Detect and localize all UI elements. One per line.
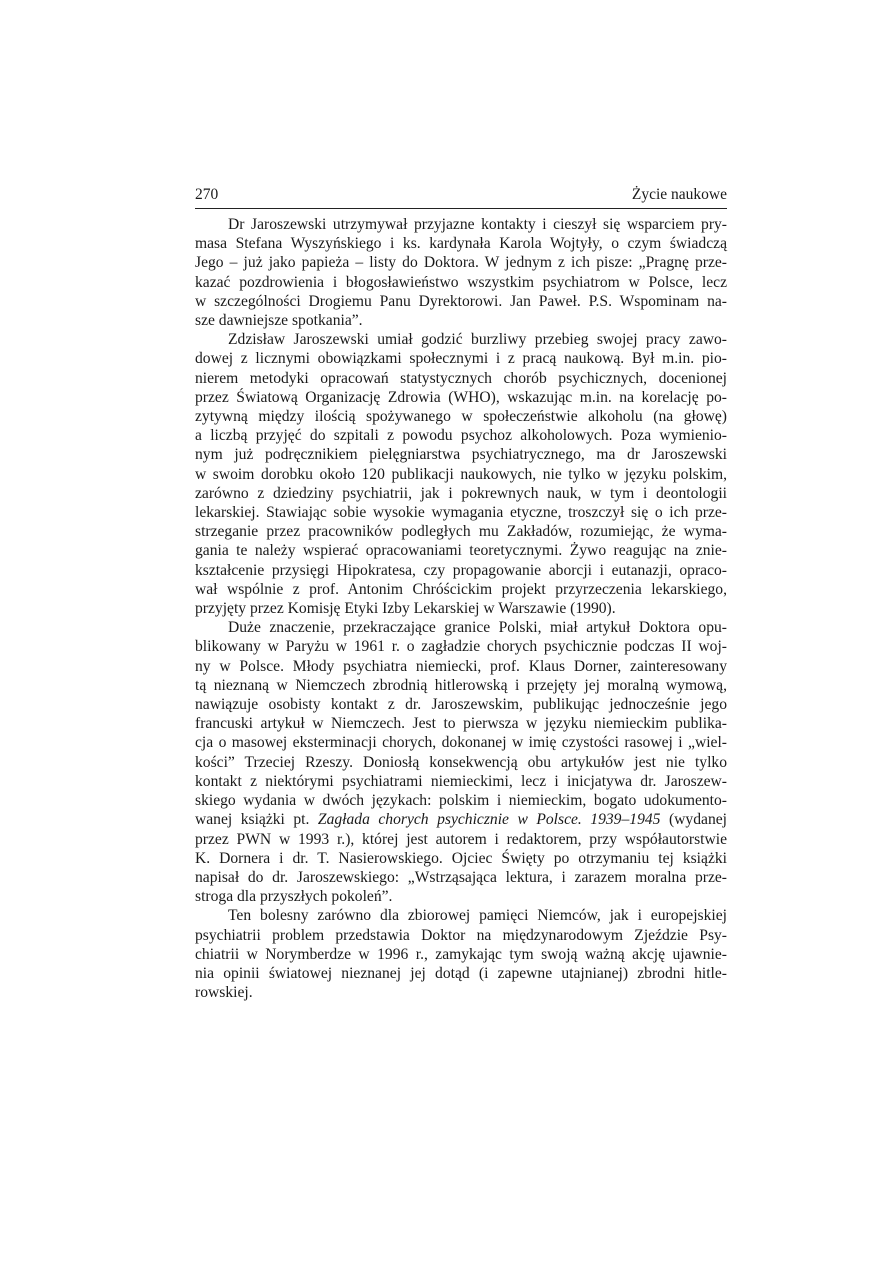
text-line: francuski artykuł w Niemczech. Jest to pierwsza w języku niemieckim publika- bbox=[195, 715, 727, 733]
text-line: stroga dla przyszłych pokoleń”. bbox=[195, 888, 393, 906]
text-line: psychiatrii problem przedstawia Doktor na międzynarodowym Zjeździe Psy- bbox=[195, 926, 727, 944]
text-line: lekarskiej. Stawiając sobie wysokie wymagania etyczne, troszczył się o ich prze- bbox=[195, 504, 727, 522]
text-line: napisał do dr. Jaroszewskiego: „Wstrząsająca lektura, i zarazem moralna prze- bbox=[195, 868, 727, 886]
page-number: 270 bbox=[195, 186, 219, 203]
text-line: sze dawniejsze spotkania”. bbox=[195, 312, 363, 330]
text-line: cja o masowej eksterminacji chorych, dokonanej w imię czystości rasowej i „wiel- bbox=[195, 734, 727, 752]
text-segment: wanej książki pt. bbox=[195, 811, 318, 829]
text-line: masa Stefana Wyszyńskiego i ks. kardynała Karola Wojtyły, o czym świadczą bbox=[195, 235, 727, 253]
text-line: nawiązuje osobisty kontakt z dr. Jaroszewskim, publikując jednocześnie jego bbox=[195, 696, 727, 714]
paragraph-1 bbox=[195, 215, 727, 330]
text-line: zarówno z dziedziny psychiatrii, jak i pokrewnych nauk, w tym i deontologii bbox=[195, 484, 727, 502]
text-line: Zdzisław Jaroszewski umiał godzić burzliwy przebieg swojej pracy zawo- bbox=[228, 331, 727, 349]
text-line: przez Światową Organizację Zdrowia (WHO), wskazując m.in. na korelację po- bbox=[195, 388, 727, 406]
article-body bbox=[195, 215, 727, 1002]
text-line: przez PWN w 1993 r.), której jest autorem i redaktorem, przy współautorstwie bbox=[195, 830, 727, 848]
running-head bbox=[195, 186, 727, 209]
text-line: gania te należy wspierać opracowaniami teoretycznymi. Żywo reagując na znie- bbox=[195, 542, 727, 560]
text-line: a liczbą przyjęć do szpitali z powodu psychoz alkoholowych. Poza wymienio- bbox=[195, 427, 727, 445]
text-line: wał wspólnie z prof. Antonim Chróścickim projekt przyrzeczenia lekarskiego, bbox=[195, 580, 727, 598]
text-line: Jego – już jako papieża – listy do Doktora. W jednym z ich pisze: „Pragnę prze- bbox=[195, 254, 727, 272]
text-line: blikowany w Paryżu w 1961 r. o zagładzie chorych psychicznie podczas II woj- bbox=[195, 638, 727, 656]
text-line: strzeganie przez pracowników podległych mu Zakładów, rozumiejąc, że wyma- bbox=[195, 523, 727, 541]
text-line: kontakt z niektórymi psychiatrami niemieckimi, lecz i inicjatywa dr. Jaroszew- bbox=[195, 772, 727, 790]
text-line: Dr Jaroszewski utrzymywał przyjazne kontakty i cieszył się wsparciem pry- bbox=[228, 216, 727, 233]
text-line: kształcenie przysięgi Hipokratesa, czy propagowanie aborcji i eutanazji, opraco- bbox=[195, 561, 727, 579]
text-line: w swoim dorobku około 120 publikacji naukowych, nie tylko w języku polskim, bbox=[195, 465, 727, 483]
book-title: Zagłada chorych psychicznie w Polsce. 1939–1945 bbox=[317, 811, 661, 829]
text-line: Duże znaczenie, przekraczające granice Polski, miał artykuł Doktora opu- bbox=[228, 619, 727, 637]
paragraph-4 bbox=[195, 906, 727, 1002]
text-line: w szczególności Drogiemu Panu Dyrektorowi. Jan Paweł. P.S. Wspominam na- bbox=[195, 292, 727, 310]
text-line: K. Dornera i dr. T. Nasierowskiego. Ojciec Święty po otrzymaniu tej książki bbox=[195, 849, 727, 867]
text-line: kości” Trzeciej Rzeszy. Doniosłą konsekwencją obu artykułów jest nie tylko bbox=[195, 753, 727, 771]
text-line: nierem metodyki opracowań statystycznych chorób psychicznych, docenionej bbox=[195, 369, 727, 387]
section-title: Życie naukowe bbox=[631, 186, 727, 203]
text-line: ny w Polsce. Młody psychiatra niemiecki, prof. Klaus Dorner, zainteresowany bbox=[195, 657, 727, 675]
text-line: rowskiej. bbox=[195, 984, 253, 1002]
paragraph-2 bbox=[195, 330, 727, 618]
text-line: tą nieznaną w Niemczech zbrodnią hitlerowską i przejęty jej moralną wymową, bbox=[195, 676, 727, 694]
page bbox=[195, 186, 727, 1002]
text-line-mixed bbox=[195, 810, 727, 829]
text-line: kazać pozdrowienia i błogosławieństwo wszystkim psychiatrom w Polsce, lecz bbox=[195, 273, 727, 291]
text-line: nym już podręcznikiem pielęgniarstwa psychiatrycznego, ma dr Jaroszewski bbox=[195, 446, 727, 464]
text-line: chiatrii w Norymberdze w 1996 r., zamykając tym swoją ważną akcję ujawnie- bbox=[195, 945, 727, 963]
text-line: dowej z licznymi obowiązkami społecznymi i z pracą naukową. Był m.in. pio- bbox=[195, 350, 727, 368]
text-line: przyjęty przez Komisję Etyki Izby Lekarskiej w Warszawie (1990). bbox=[195, 600, 616, 618]
text-line: Ten bolesny zarówno dla zbiorowej pamięci Niemców, jak i europejskiej bbox=[228, 907, 727, 925]
text-line: zytywną między ilością spożywanego w społeczeństwie alkoholu (na głowę) bbox=[195, 408, 727, 426]
paragraph-3 bbox=[195, 618, 727, 906]
text-segment: (wydanej bbox=[668, 811, 727, 829]
text-line: nia opinii światowej nieznanej jej dotąd (i zapewne utajnianej) zbrodni hitle- bbox=[195, 964, 727, 982]
text-line: skiego wydania w dwóch językach: polskim i niemieckim, bogato udokumento- bbox=[195, 792, 727, 810]
